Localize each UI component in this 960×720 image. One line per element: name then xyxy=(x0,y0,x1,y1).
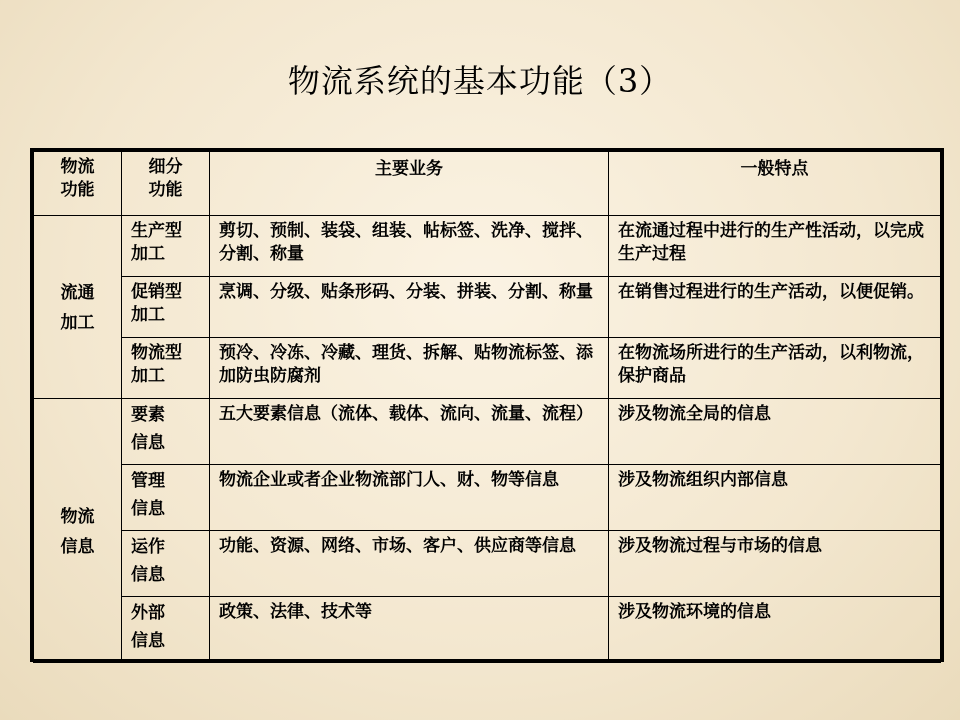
business-cell: 物流企业或者企业物流部门人、财、物等信息 xyxy=(210,465,609,531)
sub-function-line: 加工 xyxy=(131,366,165,386)
sub-function-line: 物流型 xyxy=(131,343,182,363)
sub-function-cell xyxy=(122,597,210,663)
header-general-features: 一般特点 xyxy=(609,152,941,216)
group-label-circulation-processing xyxy=(34,216,122,399)
feature-cell: 在销售过程进行的生产活动，以便促销。 xyxy=(609,277,941,338)
table-row xyxy=(34,597,941,663)
sub-function-cell xyxy=(122,338,210,399)
group-label-line: 加工 xyxy=(60,313,95,333)
table-row xyxy=(34,531,941,597)
function-table xyxy=(30,148,944,662)
sub-function-line: 加工 xyxy=(131,305,165,325)
group-label-logistics-information xyxy=(34,399,122,663)
business-cell: 政策、法律、技术等 xyxy=(210,597,609,663)
sub-function-cell xyxy=(122,399,210,465)
sub-function-line: 外部 xyxy=(131,603,165,623)
business-cell: 五大要素信息（流体、载体、流向、流量、流程） xyxy=(210,399,609,465)
table-row xyxy=(34,399,941,465)
header-line: 功能 xyxy=(60,180,95,200)
business-cell: 功能、资源、网络、市场、客户、供应商等信息 xyxy=(210,531,609,597)
header-line: 功能 xyxy=(148,180,183,200)
feature-cell: 涉及物流环境的信息 xyxy=(609,597,941,663)
feature-cell: 在物流场所进行的生产活动，以利物流，保护商品 xyxy=(609,338,941,399)
function-table-grid xyxy=(33,151,941,663)
feature-cell: 在流通过程中进行的生产性活动，以完成生产过程 xyxy=(609,216,941,277)
feature-cell: 涉及物流组织内部信息 xyxy=(609,465,941,531)
sub-function-line: 信息 xyxy=(131,433,165,453)
sub-function-cell xyxy=(122,277,210,338)
table-row xyxy=(34,338,941,399)
group-label-line: 物流 xyxy=(60,506,95,527)
business-cell: 剪切、预制、装袋、组装、帖标签、洗净、搅拌、分割、称量 xyxy=(210,216,609,277)
table-row xyxy=(34,465,941,531)
group-label-line: 流通 xyxy=(60,283,95,303)
header-main-business: 主要业务 xyxy=(210,152,609,216)
header-line: 物流 xyxy=(60,157,95,177)
slide-title: 物流系统的基本功能（3） xyxy=(287,62,673,100)
sub-function-line: 促销型 xyxy=(131,282,182,302)
sub-function-line: 信息 xyxy=(131,631,165,651)
header-sub-function xyxy=(122,152,210,216)
sub-function-line: 生产型 xyxy=(131,221,182,241)
business-cell: 预冷、冷冻、冷藏、理货、拆解、贴物流标签、添加防虫防腐剂 xyxy=(210,338,609,399)
sub-function-cell xyxy=(122,465,210,531)
sub-function-line: 信息 xyxy=(131,499,165,519)
header-line: 细分 xyxy=(148,157,183,177)
sub-function-line: 加工 xyxy=(131,244,165,264)
table-row xyxy=(34,216,941,277)
sub-function-line: 管理 xyxy=(131,471,165,491)
sub-function-cell xyxy=(122,216,210,277)
group-label-line: 信息 xyxy=(60,536,95,557)
header-logistics-function xyxy=(34,152,122,216)
table-row xyxy=(34,277,941,338)
business-cell: 烹调、分级、贴条形码、分装、拼装、分割、称量 xyxy=(210,277,609,338)
sub-function-line: 运作 xyxy=(131,537,165,557)
sub-function-line: 要素 xyxy=(131,405,165,425)
feature-cell: 涉及物流全局的信息 xyxy=(609,399,941,465)
feature-cell: 涉及物流过程与市场的信息 xyxy=(609,531,941,597)
header-row xyxy=(34,152,941,216)
sub-function-line: 信息 xyxy=(131,565,165,585)
sub-function-cell xyxy=(122,531,210,597)
